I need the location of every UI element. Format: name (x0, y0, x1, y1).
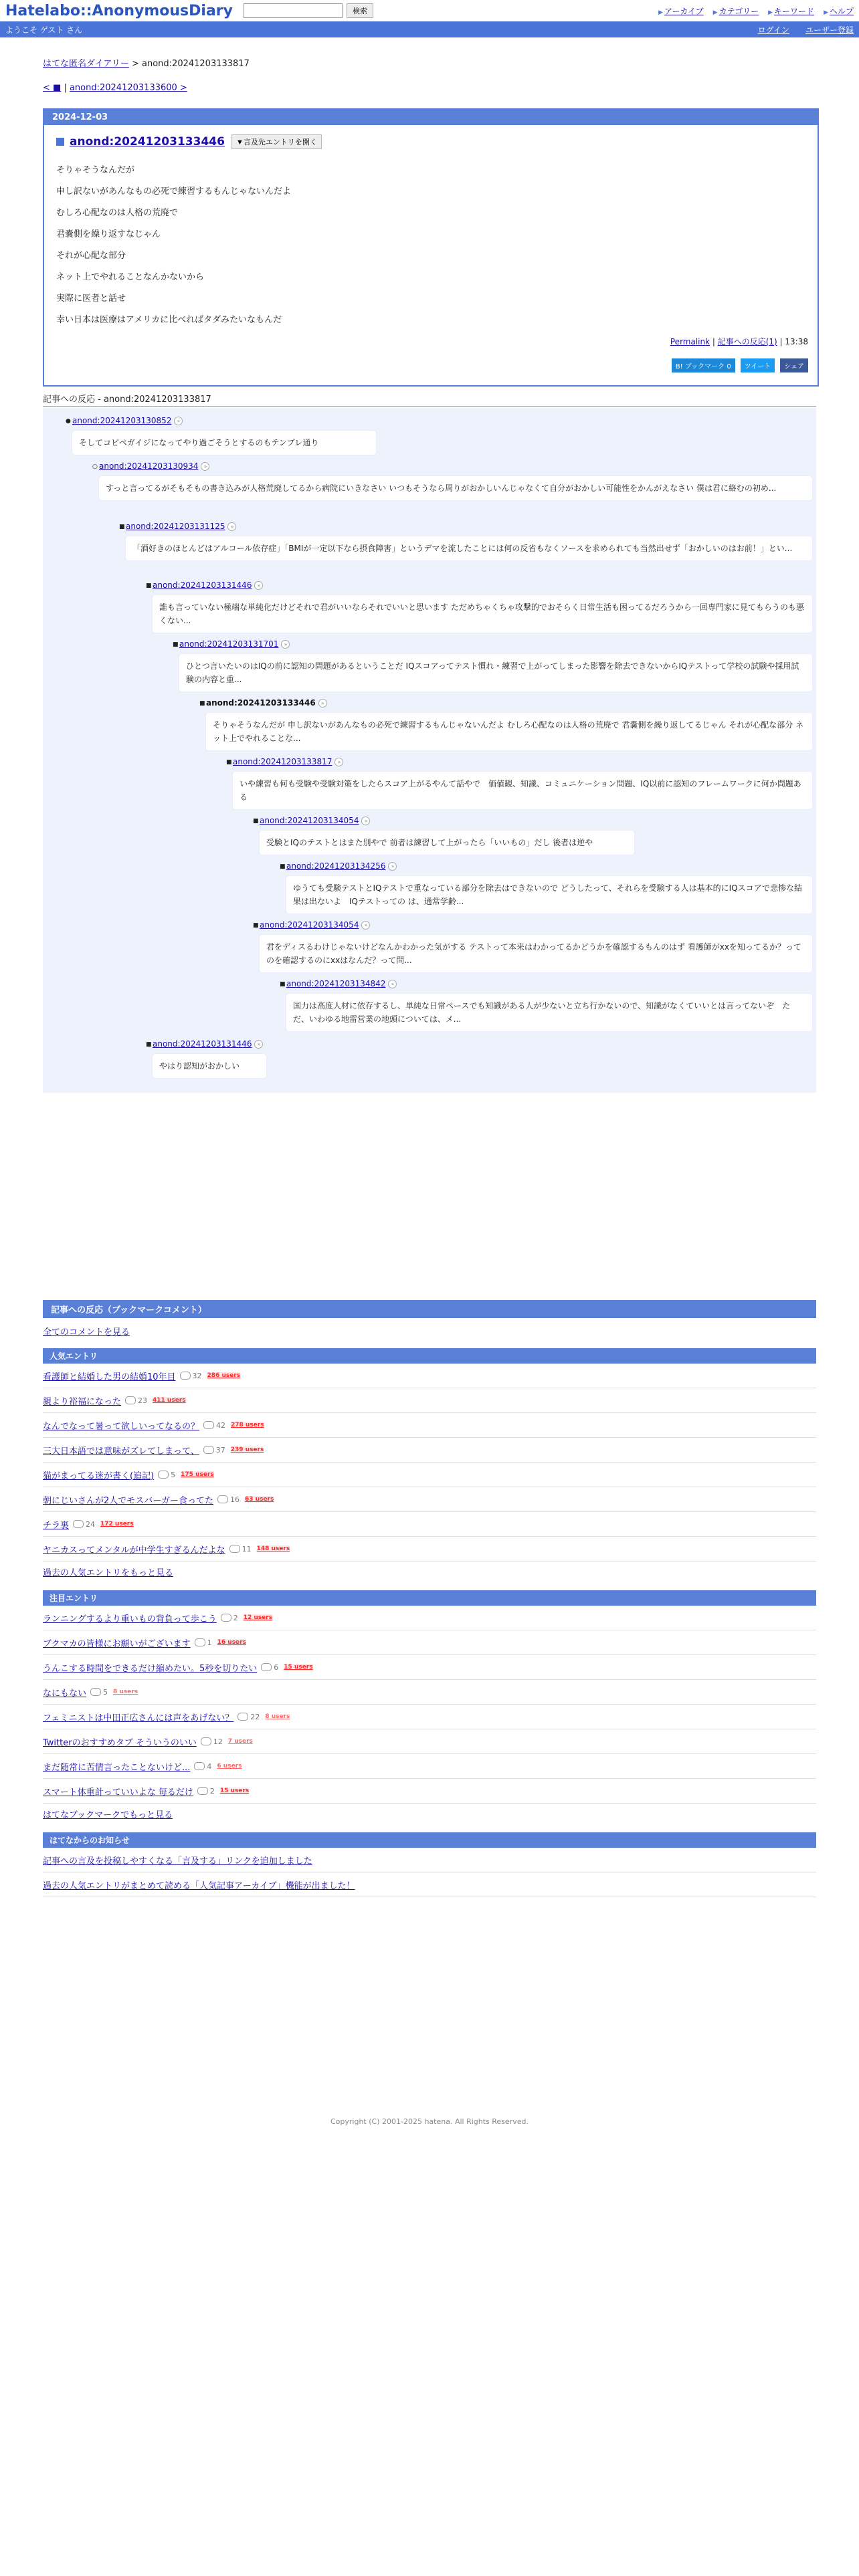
list-item (43, 1729, 816, 1754)
thread-link[interactable]: anond:20241203131125 (126, 522, 225, 531)
popular-more-link[interactable]: 過去の人気エントリをもっと見る (43, 1568, 174, 1578)
tweet-button[interactable]: ツイート (741, 358, 775, 372)
hot-more-link[interactable]: はてなブックマークでもっと見る (43, 1810, 173, 1820)
comment-icon (197, 1787, 208, 1795)
thread-link[interactable]: anond:20241203134256 (286, 861, 386, 871)
list-item-link[interactable]: ランニングするより重いもの背負って歩こう (43, 1614, 217, 1624)
users-badge[interactable]: 286 users (207, 1372, 241, 1379)
users-badge[interactable]: 8 users (265, 1713, 290, 1720)
nav-keyword[interactable]: ▶ キーワード (768, 5, 814, 17)
pager-sep: | (61, 83, 70, 93)
list-item (43, 1606, 816, 1630)
thread-node: ■ anond:20241203131446 » (153, 580, 263, 590)
users-badge[interactable]: 6 users (217, 1763, 242, 1769)
entry-line: 申し訳ないがあんなもの必死で練習するもんじゃないんだよ (56, 187, 292, 197)
comment-icon (73, 1520, 84, 1528)
entry-box (43, 108, 819, 387)
thread-node: ○ anond:20241203130934 » (99, 461, 209, 471)
comment-count: 6 (274, 1662, 279, 1672)
thread-node: ● anond:20241203130852 » (72, 416, 183, 425)
entry-body (44, 149, 818, 331)
comment-count: 2 (233, 1613, 238, 1622)
list-item-link[interactable]: 三大日本語では意味がズレてしまって、 (43, 1446, 199, 1457)
comment-icon (203, 1421, 214, 1429)
thread-bubble: そしてコピペガイジになってやり過ごそうとするのもテンプレ通り (72, 431, 376, 455)
users-badge[interactable]: 7 users (227, 1738, 253, 1745)
users-badge[interactable]: 16 users (217, 1639, 246, 1646)
users-badge[interactable]: 148 users (256, 1545, 290, 1552)
popular-section (43, 1348, 816, 1582)
list-item (43, 1364, 816, 1388)
toggle-icon[interactable]: » (174, 417, 183, 425)
thread-node: ■ anond:20241203134842 » (286, 979, 397, 988)
comment-icon (180, 1372, 191, 1380)
top-nav (658, 5, 854, 17)
list-item (43, 1438, 816, 1463)
thread-node-current: ■ anond:20241203133446 » (206, 698, 327, 708)
comment-icon (229, 1545, 240, 1553)
comment-count: 22 (250, 1712, 260, 1721)
facebook-share-button[interactable]: シェア (780, 358, 808, 372)
comment-icon (158, 1471, 169, 1479)
nav-category[interactable]: ▶ カテゴリー (713, 5, 759, 17)
toggle-icon[interactable]: » (227, 522, 236, 531)
notice-item (43, 1872, 816, 1897)
list-item (43, 1463, 816, 1487)
thread-link[interactable]: anond:20241203134054 (260, 816, 359, 825)
toggle-icon[interactable]: » (281, 640, 290, 649)
comment-icon (201, 1737, 211, 1745)
bookmark-comments-section (43, 1300, 816, 1341)
entry-date: 2024-12-03 (44, 110, 818, 125)
entry-title[interactable]: anond:20241203133446 (70, 135, 225, 148)
thread-node: ■ anond:20241203131125 » (126, 522, 236, 531)
entry-footer: Permalink | 記事への反応(1) | 13:38 (670, 337, 808, 346)
login-link[interactable]: ログイン (757, 25, 789, 35)
comment-count: 37 (215, 1445, 225, 1455)
comment-count: 32 (192, 1371, 202, 1380)
list-item-link[interactable]: 看護師と結婚した男の結婚10年目 (43, 1372, 176, 1382)
entry-line: 幸い日本は医療はアメリカに比べればタダみたいなもんだ (56, 315, 282, 325)
users-badge[interactable]: 8 users (113, 1689, 138, 1695)
comment-count: 4 (207, 1761, 212, 1771)
pager-next[interactable]: anond:20241203133600 > (69, 83, 187, 93)
site-logo[interactable]: Hatelabo::AnonymousDiary (5, 2, 233, 19)
entry-square-icon (56, 138, 64, 146)
register-link[interactable]: ユーザー登録 (805, 25, 854, 35)
search-input[interactable] (244, 3, 343, 18)
list-item (43, 1512, 816, 1537)
thread-node: ■ anond:20241203133817 » (233, 757, 343, 766)
entry-line: 実際に医者と話せ (56, 294, 126, 304)
thread-link[interactable]: anond:20241203130934 (99, 461, 199, 471)
thread-link[interactable]: anond:20241203131446 (153, 1039, 252, 1049)
comment-icon (125, 1396, 136, 1404)
notices-title: はてなからのお知らせ (43, 1832, 816, 1848)
thread-link[interactable]: anond:20241203130852 (72, 416, 172, 425)
comment-count: 24 (86, 1519, 96, 1529)
comment-count: 12 (213, 1737, 223, 1746)
list-item (43, 1537, 816, 1562)
thread-bubble: 「酒好きのほとんどはアルコール依存症」「BMIが一定以下なら摂食障害」というデマを流したことには何の反省もなくソースを求められても当然出せず「おかしいのはお前！」とい... (126, 536, 812, 560)
thread-node: ■ anond:20241203134054 » (260, 816, 370, 825)
list-item (43, 1487, 816, 1512)
users-badge[interactable]: 172 users (100, 1521, 134, 1527)
welcome-text: ようこそ ゲスト さん (5, 25, 83, 35)
notice-item (43, 1848, 816, 1872)
top-bar (0, 0, 859, 21)
users-badge[interactable]: 239 users (230, 1446, 264, 1453)
open-referenced-button[interactable]: ▼言及先エントリを開く (231, 134, 322, 149)
entry-line: むしろ心配なのは人格の荒廃で (56, 208, 179, 218)
pager (43, 83, 816, 93)
toggle-icon[interactable]: » (318, 699, 327, 708)
thread-link[interactable]: anond:20241203131446 (153, 580, 252, 590)
notice-link[interactable]: 過去の人気エントリがまとめて読める「人気記事アーカイブ」機能が出ました！ (43, 1881, 355, 1891)
list-item-link[interactable]: まだ随常に苦情言ったことないけど... (43, 1762, 191, 1773)
list-item-link[interactable]: チラ裏 (43, 1520, 70, 1531)
users-badge[interactable]: 15 users (284, 1664, 313, 1671)
copyright: Copyright (C) 2001-2025 hatena. All Rights Reserved. (330, 2117, 529, 2126)
list-item-link[interactable]: 親より裕福になった (43, 1396, 122, 1407)
comment-icon (237, 1713, 248, 1721)
reactions-label: 記事への反応 - anond:20241203133817 (43, 392, 816, 407)
list-item (43, 1630, 816, 1655)
reactions-link[interactable]: 記事への反応(1) (717, 337, 777, 346)
thread-bubble: 国力は高度人材に依存するし、単純な日常ペースでも知識がある人が少ないと立ち行かないので、知識がなくていいとは言ってないぞ ただ、いわゆる地雷営業の地頭については、メ... (286, 994, 812, 1031)
list-item (43, 1655, 816, 1680)
thread-bubble: そりゃそうなんだが 申し訳ないがあんなもの必死で練習するもんじゃないんだよ むしろ心配なのは人格の荒廃で 君嚢側を繰り返してるじゃん それが心配な部分 ネット上でやれることな... (206, 713, 812, 750)
notice-link[interactable]: 記事への言及を投稿しやすくなる「言及する」リンクを追加しました (43, 1856, 312, 1866)
entry-time: 13:38 (785, 337, 808, 346)
nav-help[interactable]: ▶ ヘルプ (824, 5, 854, 17)
pager-prev[interactable]: < ■ (43, 83, 62, 93)
comment-count: 1 (207, 1638, 212, 1647)
notices-section (43, 1832, 816, 1897)
comment-count: 23 (138, 1396, 148, 1405)
thread-link[interactable]: anond:20241203134054 (260, 920, 359, 930)
user-bar (0, 21, 859, 37)
comment-count: 42 (216, 1420, 226, 1430)
users-badge[interactable]: 63 users (245, 1496, 274, 1503)
users-badge[interactable]: 278 users (231, 1422, 264, 1428)
thread-bubble: 受験とIQのテストとはまた別やで 前者は練習して上がったら「いいもの」だし 後者は逆や (260, 831, 634, 855)
toggle-icon[interactable]: » (201, 462, 209, 471)
list-item-link[interactable]: 猫がまってる迷が書く(追記) (43, 1471, 155, 1481)
thread-link[interactable]: anond:20241203131701 (179, 639, 279, 649)
comment-count: 5 (103, 1687, 108, 1697)
thread-self-title: anond:20241203133446 (206, 698, 316, 708)
thread-bubble: ひとつ言いたいのはIQの前に認知の問題があるということだ IQスコアってテスト慣れ・練習で上がってしまった影響を除去できないからIQテストって学校の試験や採用試験の内容と重... (179, 654, 812, 691)
bookmark-button[interactable]: B! ブックマーク 0 (672, 358, 735, 372)
breadcrumb (43, 56, 816, 69)
list-item (43, 1680, 816, 1705)
entry-line: それが心配な部分 (56, 251, 126, 261)
list-item (43, 1779, 816, 1804)
users-badge[interactable]: 175 users (181, 1471, 214, 1478)
toggle-icon[interactable]: » (361, 921, 370, 930)
thread-bubble: いや練習も何も受験や受験対策をしたらスコア上がるやんて話やで 価値観、知識、コミュニケーション問題、IQ以前に認知のフレームワークに何か問題ある (233, 772, 812, 809)
users-badge[interactable]: 12 users (243, 1614, 273, 1621)
list-item-link[interactable]: ブクマカの皆様にお願いがございます (43, 1638, 191, 1649)
list-item-link[interactable]: スマート体重計っていいよな 毎るだけ (43, 1787, 193, 1798)
comment-icon (195, 1638, 205, 1646)
share-buttons (672, 358, 808, 372)
toggle-icon[interactable]: » (254, 581, 263, 590)
list-item-link[interactable]: フェミニストは中田正広さんには声をあげない？ (43, 1713, 234, 1723)
thread-bubble: ゆうても受験テストとIQテストで重なっている部分を除去はできないので どうしたって、それらを受験する人は基本的にIQスコアで悲惨な結果は出ないよ IQテストっての は、通常学齢... (286, 876, 812, 914)
thread-bubble: 誰も言っていない極端な単純化だけどそれで君がいいならそれでいいと思います ただめちゃくちゃ攻撃的でおそらく日常生活も困ってるだろうから一回専門家に見てもらうのも悪くない... (153, 595, 812, 633)
users-badge[interactable]: 411 users (153, 1397, 186, 1404)
bookmark-comments-title: 記事への反応（ブックマークコメント） (43, 1300, 816, 1318)
permalink[interactable]: Permalink (670, 337, 710, 346)
thread-bubble: やはり認知がおかしい (153, 1054, 266, 1078)
toggle-icon[interactable]: » (335, 758, 343, 766)
toggle-icon[interactable]: » (361, 817, 370, 825)
comment-icon (194, 1762, 205, 1770)
reaction-thread (43, 408, 816, 1093)
toggle-icon[interactable]: » (388, 980, 397, 988)
comment-count: 5 (171, 1470, 176, 1479)
thread-link[interactable]: anond:20241203134842 (286, 979, 386, 988)
comment-icon (203, 1446, 214, 1454)
list-item-link[interactable]: うんこする時間をできるだけ縮めたい。5秒を切りたい (43, 1663, 258, 1674)
list-item (43, 1388, 816, 1413)
users-badge[interactable]: 15 users (219, 1788, 250, 1794)
list-item (43, 1413, 816, 1438)
comment-count: 11 (242, 1544, 252, 1553)
hot-section (43, 1590, 816, 1824)
list-item-link[interactable]: なんでなって暑って欲しいってなるの？ (43, 1421, 200, 1432)
thread-link[interactable]: anond:20241203133817 (233, 757, 332, 766)
nav-archive[interactable]: ▶ アーカイブ (658, 5, 704, 17)
entry-line: ネット上でやれることなんかないから (56, 272, 205, 282)
comment-count: 16 (230, 1495, 240, 1504)
hot-title: 注目エントリ (43, 1590, 816, 1606)
list-item (43, 1705, 816, 1729)
comment-icon (221, 1614, 231, 1622)
toggle-icon[interactable]: » (254, 1040, 263, 1049)
comment-count: 2 (209, 1786, 215, 1796)
thread-node: ■ anond:20241203134054 » (260, 920, 370, 930)
thread-node: ■ anond:20241203134256 » (286, 861, 397, 871)
entry-line: そりゃそうなんだが (56, 165, 135, 175)
search-button[interactable]: 検索 (347, 3, 373, 18)
comment-icon (217, 1495, 228, 1503)
list-item-link[interactable]: なにもない (43, 1688, 87, 1699)
all-comments-link[interactable]: 全てのコメントを見る (43, 1327, 130, 1337)
list-item-link[interactable]: Twitterのおすすめタブ そういうのいい (43, 1737, 197, 1748)
list-item-link[interactable]: ヤニカスってメンタルが中学生すぎるんだよな (43, 1545, 225, 1555)
popular-title: 人気エントリ (43, 1348, 816, 1364)
thread-node: ■ anond:20241203131701 » (179, 639, 290, 649)
breadcrumb-sep: > (128, 59, 142, 69)
list-item-link[interactable]: 朝にじいさんが2人でモスバーガー食ってた (43, 1495, 214, 1506)
list-item (43, 1754, 816, 1779)
breadcrumb-current: anond:20241203133817 (142, 59, 250, 69)
thread-bubble: 君をディスるわけじゃないけどなんかわかった気がする テストって本来はわかってるかどうかを確認するもんのはず 看護師がxxを知ってるか？ってのを確認するのにxxはなんだ？って問... (260, 935, 812, 972)
breadcrumb-home[interactable]: はてな匿名ダイアリー (43, 59, 129, 69)
comment-icon (90, 1688, 101, 1696)
entry-line: 君嚢側を繰り返すなじゃん (56, 229, 161, 239)
toggle-icon[interactable]: » (388, 862, 397, 871)
comment-icon (261, 1663, 272, 1671)
thread-node: ■ anond:20241203131446 » (153, 1039, 263, 1049)
thread-bubble: すっと言ってるがそもそもの書き込みが人格荒廃してるから病院にいきなさい いつもそうなら周りがおかしいんじゃなくて自分がおかしい可能性をかんがえなさい 僕は君に絡むの初め... (99, 476, 812, 500)
